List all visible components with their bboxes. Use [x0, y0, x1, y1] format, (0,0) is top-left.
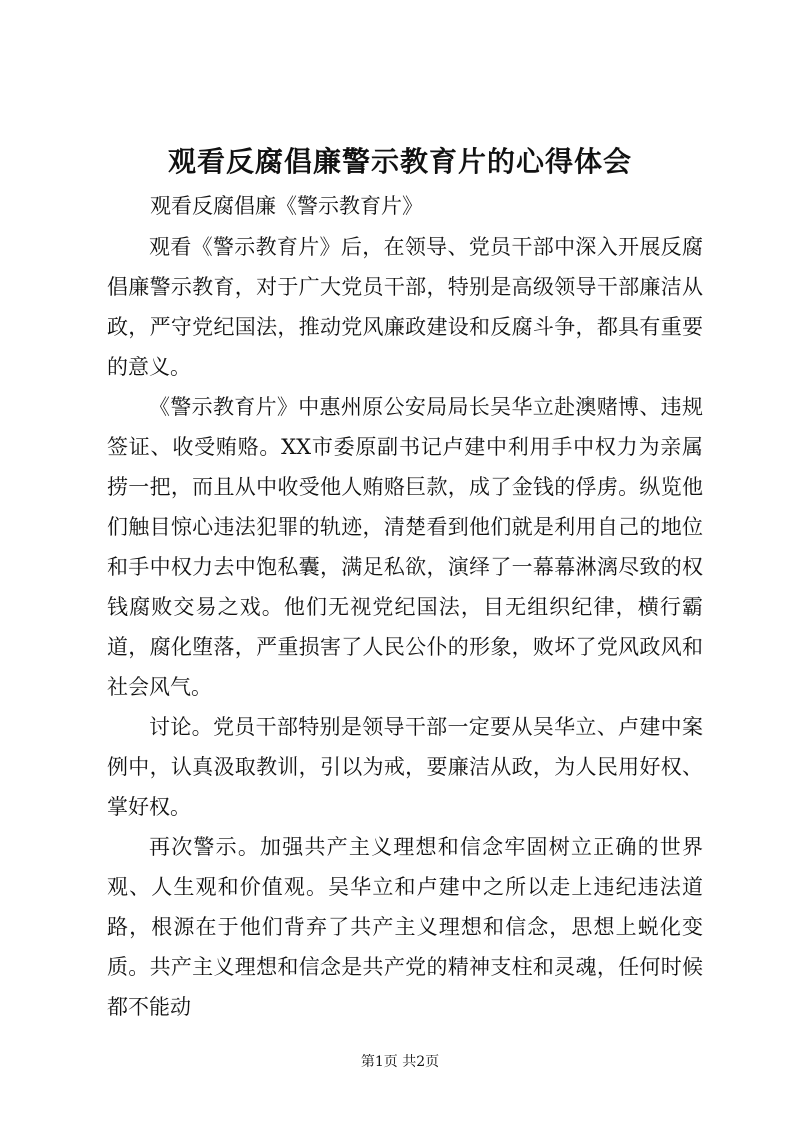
- document-body: [107, 227, 703, 1027]
- document-title: 观看反腐倡廉警示教育片的心得体会: [167, 145, 632, 178]
- paragraph: 观看《警示教育片》后，在领导、党员干部中深入开展反腐倡廉警示教育，对于广大党员干部，特别是高级领导干部廉洁从政，严守党纪国法，推动党风廉政建设和反腐斗争，都具有重要的意义。: [107, 235, 703, 379]
- paragraph: 再次警示。加强共产主义理想和信念牢固树立正确的世界观、人生观和价值观。吴华立和卢建中之所以走上违纪违法道路，根源在于他们背弃了共产主义理想和信念，思想上蜕化变质。共产主义理想和信念是共产党的精神支柱和灵魂，任何时候都不能动: [107, 835, 703, 1019]
- paragraph: 讨论。党员干部特别是领导干部一定要从吴华立、卢建中案例中，认真汲取教训，引以为戒，要廉洁从政，为人民用好权、掌好权。: [107, 715, 703, 819]
- page-number-footer: 第1页 共2页: [360, 1054, 440, 1070]
- document-subtitle: 观看反腐倡廉《警示教育片》: [150, 194, 423, 218]
- paragraph: 《警示教育片》中惠州原公安局局长吴华立赴澳赌博、违规签证、收受贿赂。XX市委原副书记卢建中利用手中权力为亲属捞一把，而且从中收受他人贿赂巨款，成了金钱的俘虏。纵览他们触目惊心违法犯罪的轨迹，清楚看到他们就是利用自己的地位和手中权力去中饱私囊，满足私欲，演绎了一幕幕淋漓尽致的权钱腐败交易之戏。他们无视党纪国法，目无组织纪律，横行霸道，腐化堕落，严重损害了人民公仆的形象，败坏了党风政风和社会风气。: [107, 395, 703, 699]
